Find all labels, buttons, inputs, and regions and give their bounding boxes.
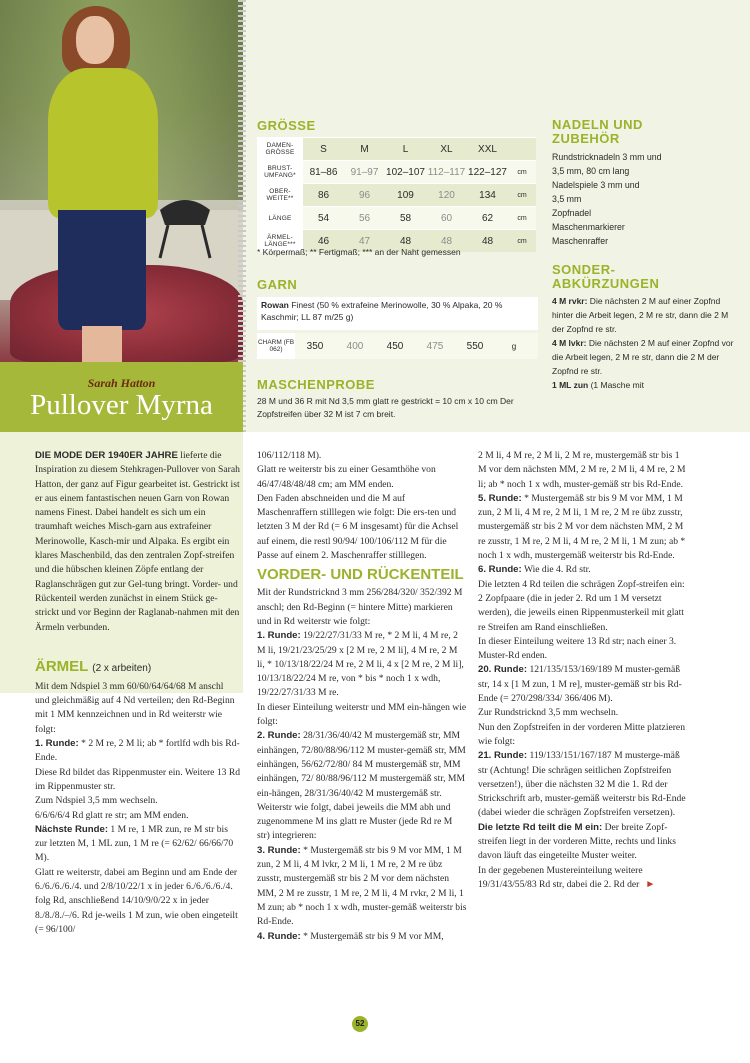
size-cell: 91–97: [344, 161, 385, 184]
paragraph: 6/6/6/6/4 Rd glatt re str; am MM enden.: [35, 809, 189, 821]
abbreviation-text: Die nächsten 2 M auf einer Zopfnd hinter die Arbeit legen, 2 M re str, dann die 2 M der Zopfnd re str.: [552, 296, 729, 334]
text-column-2: [257, 449, 467, 944]
paragraph: [478, 492, 688, 563]
paragraph-text: In der gegebenen Mustereinteilung weitere 19/31/43/55/83 Rd str, dabei die 2. Rd der: [478, 864, 643, 890]
round-text: * Mustergemäß str bis 9 M vor MM,: [300, 930, 444, 942]
sleeve-heading: [35, 658, 240, 678]
size-cell: 109: [385, 184, 426, 207]
size-row: [257, 184, 536, 207]
round-label: Nächste Runde:: [35, 823, 109, 835]
abbreviation-term: 4 M lvkr:: [552, 338, 587, 348]
size-cell: XL: [426, 138, 467, 161]
round-label: 21. Runde:: [478, 750, 528, 762]
abbreviation-item: [552, 378, 737, 392]
size-unit: cm: [508, 207, 536, 230]
yarn-text: Finest (50 % extrafeine Merinowolle, 30 % Alpaka, 20 % Kaschmir; LL 87 m/25 g): [261, 300, 503, 322]
needles-item: Maschenmarkierer: [552, 222, 625, 232]
paragraph: Den Faden abschneiden und die M auf Maschenraffern stilllegen wie folgt: Die ers-ten und letzten 3 M der Rd (= 6 M insgesamt) für die Achsel auf einem, die restl 90/94/ 100/106/112 M für die Passe auf einem 2. Maschenraffer stilllegen.: [257, 492, 459, 562]
size-heading: GRÖSSE: [257, 118, 316, 133]
model-legs: [82, 326, 122, 362]
abbreviations-heading-line: ABKÜRZUNGEN: [552, 276, 660, 291]
green-pullover: [48, 68, 158, 218]
yarn-unit: g: [511, 341, 517, 351]
paragraph: Zur Rundstricknd 3,5 mm wechseln.: [478, 707, 619, 719]
size-row: [257, 161, 536, 184]
paragraph: [478, 663, 688, 706]
paragraph: [257, 930, 467, 944]
size-cell: 56: [344, 207, 385, 230]
gauge-heading: MASCHENPROBE: [257, 377, 375, 392]
paragraph: Mit dem Ndspiel 3 mm 60/60/64/64/68 M anschl und gleichmäßig auf 4 Nd verteilen; den Rd-Beginn mit 1 MM kennzeichnen und in Rd weiterstr wie folgt:: [35, 680, 235, 735]
abbreviation-term: 4 M rvkr:: [552, 296, 588, 306]
abbreviation-item: [552, 336, 737, 378]
needles-heading-line: NADELN UND: [552, 117, 643, 132]
round-text: 119/133/151/167/187 M musterge-mäß str (Achtung! Die schrägen seitlichen Zopfstreifen versetzen!), über die nächsten 32 M die 1. Rd der Strickschrift arb, muster-gemäß weiterstr bis Rd-Ende (dabei wieder die schrägen Zopfstreifen versetzen).: [478, 750, 686, 819]
size-cell: 112–117: [426, 161, 467, 184]
size-unit: cm: [508, 184, 536, 207]
yarn-amount: 400: [346, 340, 364, 352]
size-cell: M: [344, 138, 385, 161]
size-unit: cm: [508, 161, 536, 184]
paragraph: [35, 737, 240, 766]
continue-arrow-icon: ►: [645, 878, 656, 890]
paragraph: 106/112/118 M).: [257, 450, 322, 461]
round-label: 1. Runde:: [35, 738, 79, 750]
paragraph: In dieser Einteilung weiterstr und MM ein-hängen wie folgt:: [257, 701, 467, 728]
yarn-amount: 475: [426, 340, 444, 352]
yarn-amount: 350: [306, 340, 324, 352]
abbreviations-list: [552, 294, 737, 392]
size-cell: 134: [467, 184, 508, 207]
round-text: Der breite Zopf-streifen liegt in der vorderen Mitte, rechts und links davon läuft das eingeteilte Muster weiter.: [478, 821, 676, 862]
yarn-description: [257, 297, 538, 330]
yarn-amount-row: [257, 333, 538, 359]
round-label: 20. Runde:: [478, 664, 528, 676]
paragraph: [257, 629, 467, 700]
round-label: Die letzte Rd teilt die M ein:: [478, 821, 603, 833]
size-unit: cm: [508, 230, 536, 253]
size-note: * Körpermaß; ** Fertigmaß; *** an der Naht gemessen: [257, 247, 461, 257]
size-cell: XXL: [467, 138, 508, 161]
navy-skirt: [58, 210, 146, 330]
abbreviation-text: Die nächsten 2 M auf einer Zopfnd vor die Arbeit legen, 2 M re str, dann die 2 M der Zopfnd re str.: [552, 338, 734, 376]
paragraph: Weiterstr wie folgt, dabei jeweils die MM abh und zugenommene M ins glatt re Muster (jede Rd re M str) integrieren:: [257, 801, 453, 842]
size-row-label: ÄRMEL-LÄNGE***: [257, 230, 303, 253]
size-row: [257, 138, 536, 161]
needles-heading-line: ZUBEHÖR: [552, 131, 620, 146]
designer-name: Sarah Hatton: [87, 376, 156, 390]
paragraph: [478, 821, 688, 864]
round-text: * Mustergemäß str bis 9 M vor MM, 1 M zun, 2 M li, 4 M lvkr, 2 M li, 1 M re, 2 M re übz zusstr, mustergemäß str bis 2 M vor dem nächsten MM, 2 M re zusstr, 1 M re, 2 M li, 4 M rvkr, 2 M li, 1 M zun; ab * noch 1 x wdh, muster-gemäß weiterstr bis Rd-Ende.: [257, 844, 467, 928]
intro-text: lieferte die Inspiration zu diesem Stehkragen-Pullover von Sarah Hatton, der ganz auf Figur gearbeitet ist. Gestrickt ist er aus einem fantastischen neuen Garn von Rowan namens Finest. Dabei handelt es sich um ein traumhaft weiches Misch-garn aus extrafeiner Merinowolle, Kasch-mir und Alpaka. Es ergibt ein klares Maschenbild, das den zentralen Zopf-streifen und die hübschen kleinen Zöpfe entlang der Raglanschrägen gut zur Gel-tung bringt. Vorder- und Rückenteil werden zunächst in einem Stück ge-strickt und vor Beginn der Raglanab-nahmen mit den Ärmeln verbunden.: [35, 450, 240, 633]
size-cell: 96: [344, 184, 385, 207]
size-cell: L: [385, 138, 426, 161]
paragraph: [478, 749, 688, 820]
size-unit: [508, 138, 536, 161]
size-cell: 102–107: [385, 161, 426, 184]
paragraph: 2 M li, 4 M re, 2 M li, 2 M re, mustergemäß str bis 1 M vor dem nächsten MM, 2 M re, 2 M li, 4 M re, 2 M li; ab * noch 1 x wdh, muster-gemäß str bis Rd-Ende.: [478, 450, 686, 490]
paragraph: Mit der Rundstricknd 3 mm 256/284/320/ 352/392 M anschl; den Rd-Beginn (= hintere Mitte) markieren und in Rd weiterstr wie folgt:: [257, 587, 463, 627]
round-text: 1 M re, 1 MR zun, re M str bis zur letzten M, 1 ML zun, 1 M re (= 62/62/ 66/66/70 M).: [35, 823, 234, 864]
abbreviation-item: [552, 294, 737, 336]
round-label: 1. Runde:: [257, 630, 301, 642]
needles-item: Nadelspiele 3 mm und: [552, 180, 640, 190]
page-number: 52: [352, 1016, 368, 1032]
size-cell: 58: [385, 207, 426, 230]
paragraph: Nun den Zopfstreifen in der vorderen Mitte platzieren wie folgt:: [478, 721, 685, 747]
gauge-text: 28 M und 36 R mit Nd 3,5 mm glatt re gestrickt = 10 cm x 10 cm Der Zopfstreifen über 32 M ist 7 cm breit.: [257, 396, 514, 419]
round-label: 4. Runde:: [257, 930, 301, 942]
size-cell: 54: [303, 207, 344, 230]
abbreviation-term: 1 ML zun: [552, 380, 589, 390]
round-text: 121/135/153/169/189 M muster-gemäß str, 14 x [1 M zun, 1 M re], muster-gemäß str bis Rd-Ende (= 270/298/334/ 366/406 M).: [478, 664, 682, 705]
model-photo: [0, 0, 243, 362]
text-column-3: [478, 449, 688, 892]
size-row-label: DAMEN-GRÖSSE: [257, 138, 303, 161]
round-label: 2. Runde:: [257, 730, 301, 742]
paragraph: Glatt re weiterstr bis zu einer Gesamthöhe von 46/47/48/48/48 cm; am MM enden.: [257, 464, 436, 490]
size-table: [257, 137, 536, 252]
yarn-amount: 550: [466, 340, 484, 352]
size-row-label: BRUST-UMFANG*: [257, 161, 303, 184]
paragraph: Die letzten 4 Rd teilen die schrägen Zopf-streifen ein: 2 Zopfpaare (die in jeder 2. Rd um 1 M versetzt werden), die jeweils einen Rippenmusterkeil mit glatt re Streifen am Rand einschließen.: [478, 578, 685, 633]
size-cell: 48: [426, 230, 467, 253]
round-label: 6. Runde:: [478, 564, 522, 576]
yarn-heading: GARN: [257, 277, 298, 292]
size-cell: 120: [426, 184, 467, 207]
yarn-amount: 450: [386, 340, 404, 352]
paragraph: [478, 864, 688, 893]
front-back-heading: VORDER- UND RÜCKENTEIL: [257, 566, 464, 584]
size-row-label: OBER-WEITE**: [257, 184, 303, 207]
size-cell: 46: [303, 230, 344, 253]
needles-item: Rundstricknadeln 3 mm und: [552, 152, 662, 162]
intro-lead: DIE MODE DER 1940ER JAHRE: [35, 450, 178, 461]
size-row-label: LÄNGE: [257, 207, 303, 230]
size-cell: 47: [344, 230, 385, 253]
round-label: 5. Runde:: [478, 492, 522, 504]
text-column-1: [35, 449, 240, 937]
abbreviation-text: (1 Masche mit: [588, 380, 644, 390]
abbreviations-heading-line: SONDER-: [552, 262, 616, 277]
chair-illustration: [150, 180, 220, 260]
intro-paragraph: [35, 449, 240, 635]
paragraph: [257, 729, 467, 800]
size-cell: 62: [467, 207, 508, 230]
round-text: * 2 M re, 2 M li; ab * fortlfd wdh bis Rd-Ende.: [35, 738, 240, 764]
size-cell: 48: [385, 230, 426, 253]
round-text: 28/31/36/40/42 M mustergemäß str, MM einhängen, 72/80/88/96/112 M muster-gemäß str, MM einhängen, 56/62/72/80/ 84 M mustergemäß str, MM einhängen, 72/ 80/88/96/112 M mustergemäß str, MM ein-hängen, 28/31/36/40/42 M mustergemäß str.: [257, 730, 466, 799]
size-cell: 48: [467, 230, 508, 253]
abbreviations-heading: [552, 263, 737, 291]
round-text: 19/22/27/31/33 M re, * 2 M li, 4 M re, 2 M li, 19/21/23/25/29 x [2 M re, 2 M li], 4 M re, 2 M li, * 10/13/18/22/24 M re, 2 M li, 4 x [2 M re, 2 M li], 10/13/18/22/24 M re, von * bis * noch 1 x wdh, 19/22/27/31/33 M re.: [257, 630, 464, 699]
paragraph: Diese Rd bildet das Rippenmuster ein. Weitere 13 Rd im Rippenmuster str.: [35, 766, 241, 792]
paragraph: Glatt re weiterstr, dabei am Beginn und am Ende der 6./6./6./6./4. und 2/8/10/22/1 x in jeder 6./6./6./6./4. folg Rd, anschließend 14/10/9/0/22 x in jeder 8./8./8./–/6. Rd je-weils 1 M zun, wie oben eingeteilt (= 96/100/: [35, 866, 238, 935]
paragraph: In dieser Einteilung weitere 13 Rd str; nach einer 3. Muster-Rd enden.: [478, 635, 677, 662]
round-label: 3. Runde:: [257, 844, 301, 856]
size-cell: S: [303, 138, 344, 161]
sleeve-heading-text: ÄRMEL: [35, 657, 89, 675]
round-text: Wie die 4. Rd str.: [521, 564, 591, 576]
needles-list: [552, 150, 737, 248]
yarn-brand: Rowan: [261, 300, 289, 310]
round-text: * Mustergemäß str bis 9 M vor MM, 1 M zun, 2 M li, 4 M re, 2 M li, 1 M re, 2 M re übz zusstr, mustergemäß str bis 2 M vor dem nächsten MM, 2 M re zusstr, 1 M re, 2 M li, 4 M re, 2 M li, 1 M zun; ab * noch 1 x wdh, mustergemäß weiterstr bis Rd-Ende.: [478, 492, 686, 562]
paragraph: Zum Ndspiel 3,5 mm wechseln.: [35, 795, 158, 807]
needles-heading: [552, 118, 737, 146]
needles-item: 3,5 mm: [552, 194, 582, 204]
size-row: [257, 207, 536, 230]
needles-item: 3,5 mm, 80 cm lang: [552, 166, 630, 176]
model-face: [76, 16, 114, 64]
sleeve-heading-note: (2 x arbeiten): [92, 662, 152, 674]
yarn-color-label: CHARM (FB 062): [257, 333, 295, 359]
needles-item: Zopfnadel: [552, 208, 592, 218]
size-cell: 60: [426, 207, 467, 230]
size-cell: 122–127: [467, 161, 508, 184]
size-cell: 81–86: [303, 161, 344, 184]
needles-item: Maschenraffer: [552, 236, 609, 246]
paragraph: [35, 823, 240, 866]
paragraph: [478, 563, 688, 577]
size-cell: 86: [303, 184, 344, 207]
pattern-title: Pullover Myrna: [30, 389, 213, 421]
paragraph: [257, 844, 467, 930]
